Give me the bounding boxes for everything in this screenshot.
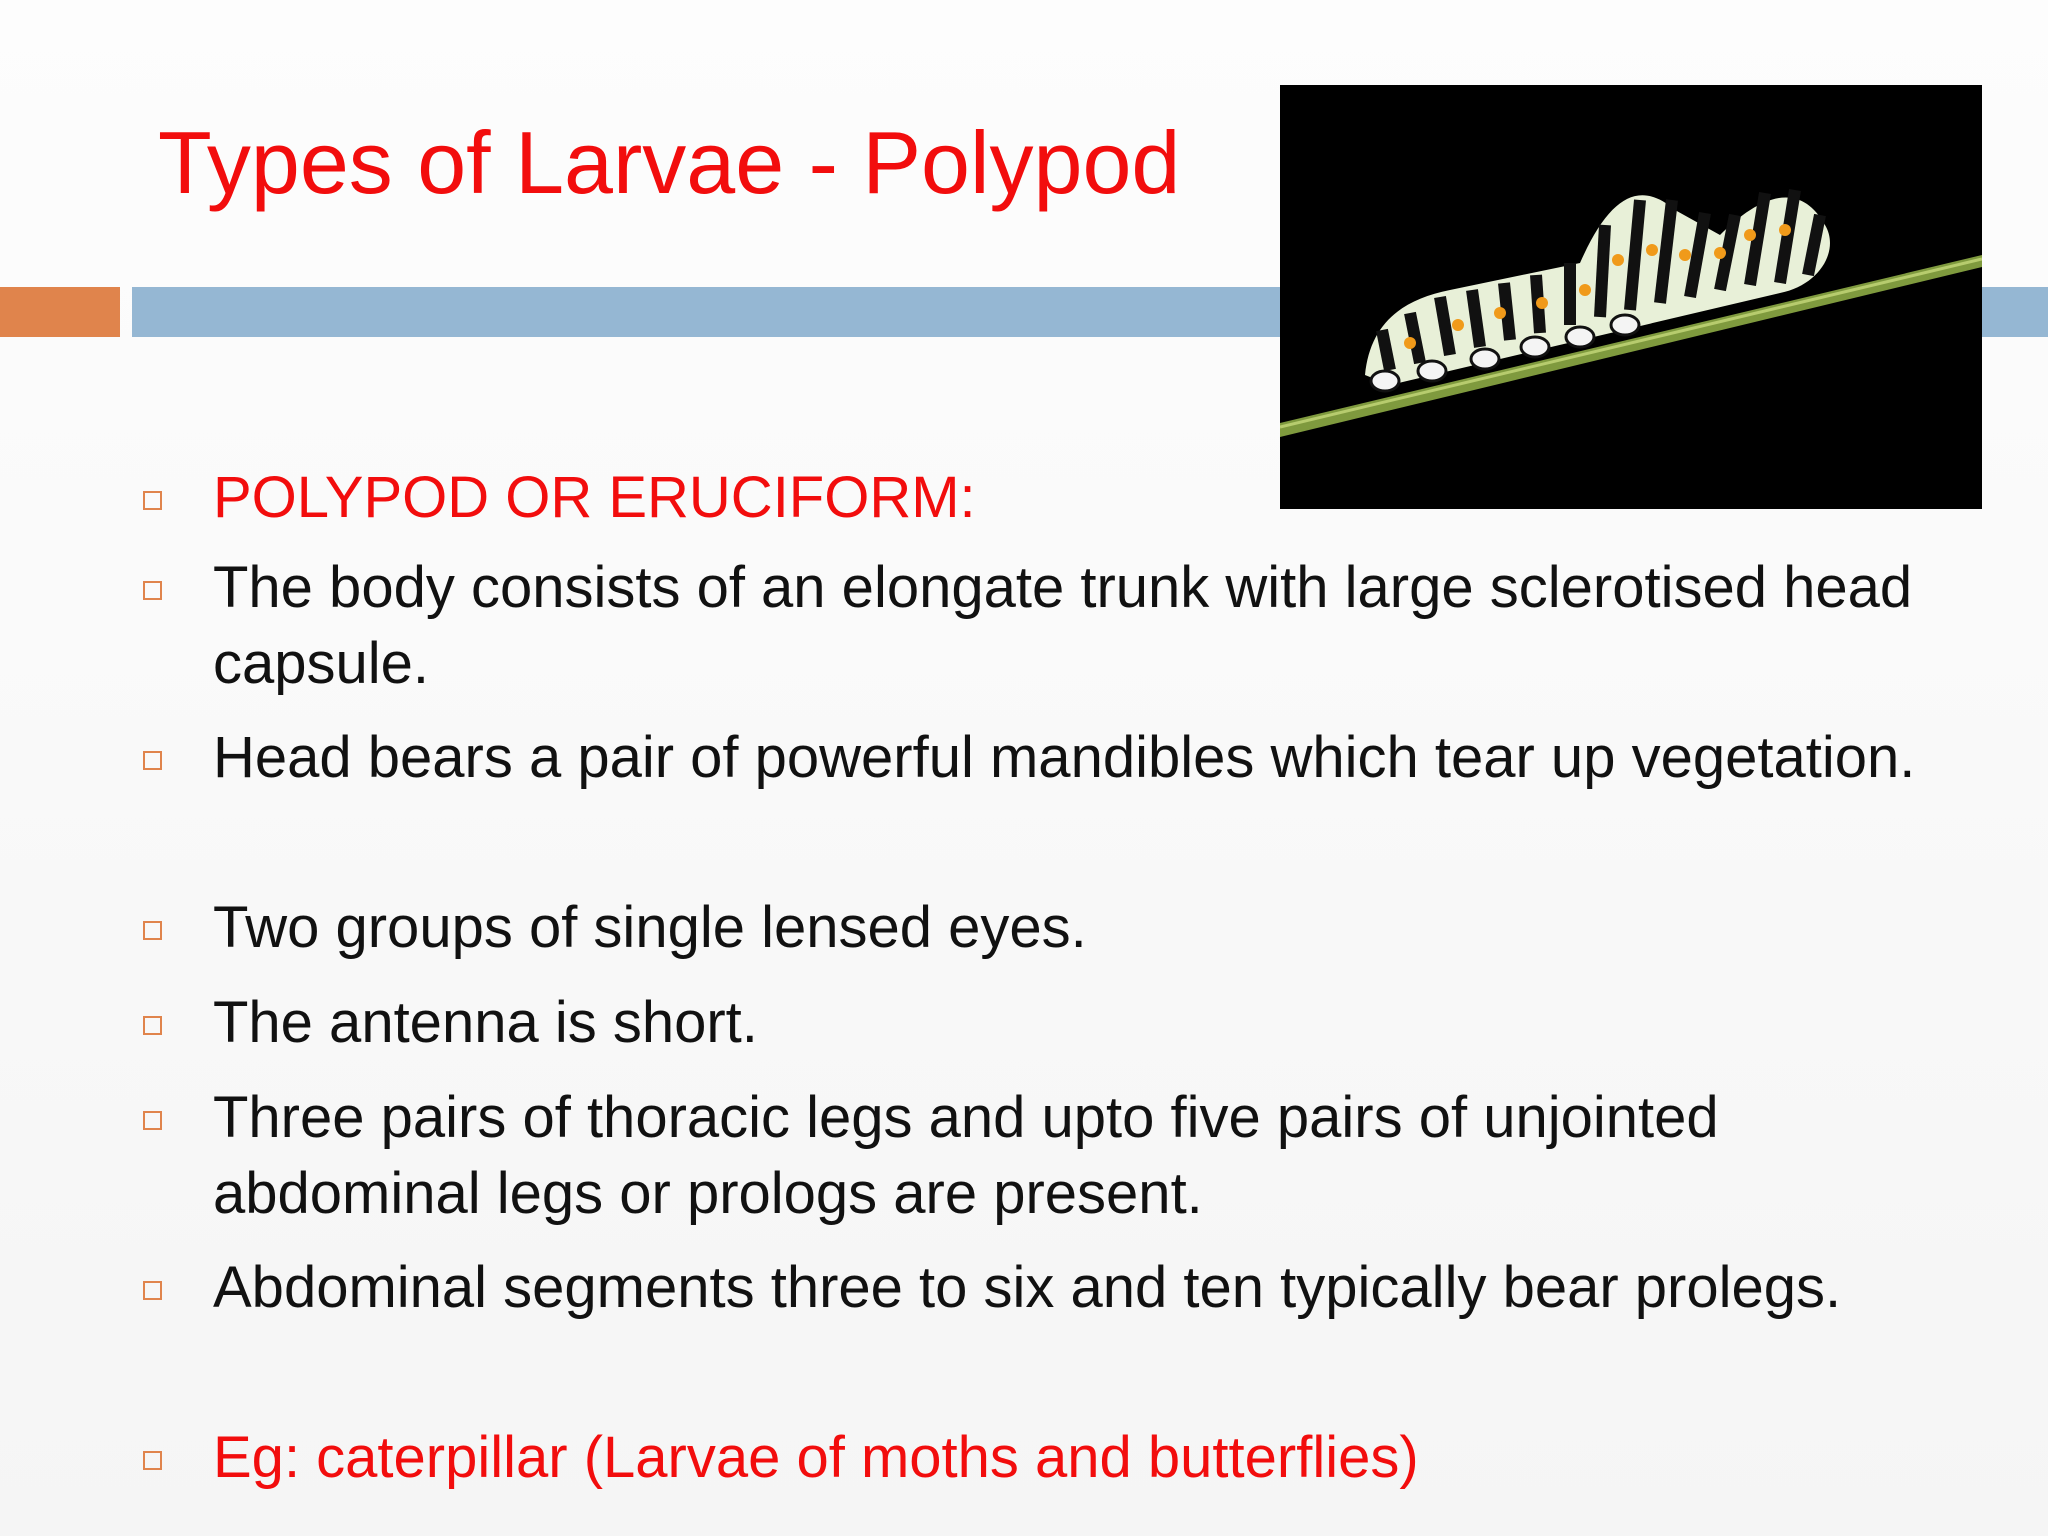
bullet-square-icon [143, 581, 162, 600]
bullet-square-icon [143, 491, 162, 510]
bullet-square-icon [143, 1111, 162, 1130]
bullet-item [143, 1250, 1963, 1402]
bullet-square-icon [143, 1281, 162, 1300]
bullet-item [143, 1080, 1963, 1232]
bullet-square-icon [143, 921, 162, 940]
bullet-item [143, 720, 1963, 872]
bullet-item [143, 985, 1963, 1061]
bullet-text: Two groups of single lensed eyes. [213, 895, 1087, 960]
bullet-square-icon [143, 1016, 162, 1035]
bullet-text: POLYPOD OR ERUCIFORM: [213, 465, 976, 530]
bullet-item [143, 1420, 1963, 1496]
bullet-square-icon [143, 1451, 162, 1470]
bullet-text: Three pairs of thoracic legs and upto five pairs of unjointed abdominal legs or prologs are present. [213, 1085, 1719, 1226]
bullet-text: The body consists of an elongate trunk with large sclerotised head capsule. [213, 555, 1913, 696]
bullet-item [143, 460, 1963, 536]
bullet-item [143, 550, 1963, 702]
bullet-item [143, 890, 1963, 966]
bullet-text: Head bears a pair of powerful mandibles which tear up vegetation. [213, 725, 1916, 790]
bullet-text: Eg: caterpillar (Larvae of moths and butterflies) [213, 1425, 1419, 1490]
bullet-text: Abdominal segments three to six and ten typically bear prolegs. [213, 1255, 1842, 1320]
slide-title: Types of Larvae - Polypod [158, 113, 1181, 212]
bullet-square-icon [143, 751, 162, 770]
bullet-text: The antenna is short. [213, 990, 758, 1055]
